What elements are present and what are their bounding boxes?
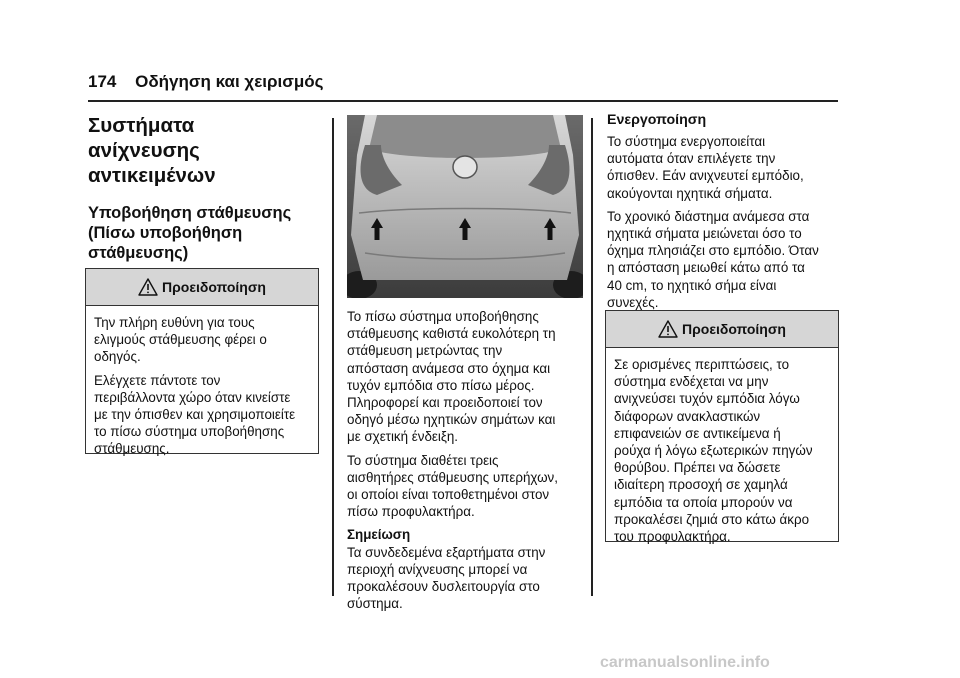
note-text: Τα συνδεδεμένα εξαρτήματα στην περιοχή ανίχνευσης μπορεί να προκαλέσουν δυσλειτουργία στο σύστημα. [347, 544, 546, 612]
warning-body: Την πλήρη ευθύνη για τους ελιγμούς στάθμευσης φέρει ο οδηγός. Ελέγχετε πάντοτε τον περιβάλλοντα χώρο όταν κινείστε με την όπισθεν και χρησιμοποιείτε το πίσω σύστημα υποβοήθησης στάθμευσης. [94, 315, 296, 457]
right-column [607, 111, 842, 317]
warning-triangle-icon [658, 320, 678, 338]
page-number: 174 [88, 72, 117, 91]
warning-header: Προειδοποίηση [86, 269, 318, 306]
header-rule [88, 100, 838, 102]
left-column [88, 113, 320, 263]
paragraph: Το σύστημα διαθέτει τρεις αισθητήρες στάθμευσης υπερήχων, οι οποίοι είναι τοποθετημένοι στον πίσω προφυλακτήρα. [347, 452, 558, 520]
paragraph: Το χρονικό διάστημα ανάμεσα στα ηχητικά σήματα μειώνεται όσο το όχημα πλησιάζει στο εμπόδιο. Όταν η απόσταση μειωθεί κάτω από τα 40 cm, το ηχητικό σήμα είναι συνεχές. [607, 208, 819, 310]
watermark: carmanualsonline.info [600, 654, 770, 671]
car-rear-illustration [347, 115, 583, 298]
activation-heading: Ενεργοποίηση [607, 112, 707, 128]
warning-box-right [605, 310, 839, 545]
paragraph: Το πίσω σύστημα υποβοήθησης στάθμευσης καθιστά ευκολότερη τη στάθμευση μετρώντας την απόσταση ανάμεσα στο όχημα και τυχόν εμπόδια στο πίσω μέρος. Πληροφορεί και προειδοποιεί τον οδηγό μέσω ηχητικών σημάτων και με σχετική ένδειξη. [347, 309, 556, 445]
section-title: Συστήματα ανίχνευσης αντικειμένων [88, 114, 216, 187]
middle-column [347, 308, 587, 618]
warning-triangle-icon [138, 278, 158, 296]
subsection-title: Υποβοήθηση στάθμευσης (Πίσω υποβοήθηση στάθμευσης) [88, 204, 292, 262]
note-heading: Σημείωση [347, 527, 411, 543]
page-header [88, 72, 324, 92]
chapter-title: Οδήγηση και χειρισμός [135, 72, 324, 91]
column-divider [332, 118, 334, 596]
warning-box-left [85, 268, 319, 457]
column-divider [591, 118, 593, 596]
paragraph: Το σύστημα ενεργοποιείται αυτόματα όταν επιλέγετε την όπισθεν. Εάν ανιχνευτεί εμπόδιο, ακούγονται ηχητικά σήματα. [607, 134, 804, 201]
warning-body: Σε ορισμένες περιπτώσεις, το σύστημα ενδέχεται να μην ανιχνεύσει τυχόν εμπόδια λόγω διάφορων ανακλαστικών επιφανειών σε αντικείμενα ή ρούχα ή λόγω εξωτερικών πηγών θορύβου. Πρέπει να δώσετε ιδιαίτερη προσοχή σε χαμηλά εμπόδια τα οποία μπορούν να προκαλέσει ζημιά στο κάτω άκρο του προφυλακτήρα. [614, 357, 813, 545]
warning-header: Προειδοποίηση [606, 311, 838, 348]
